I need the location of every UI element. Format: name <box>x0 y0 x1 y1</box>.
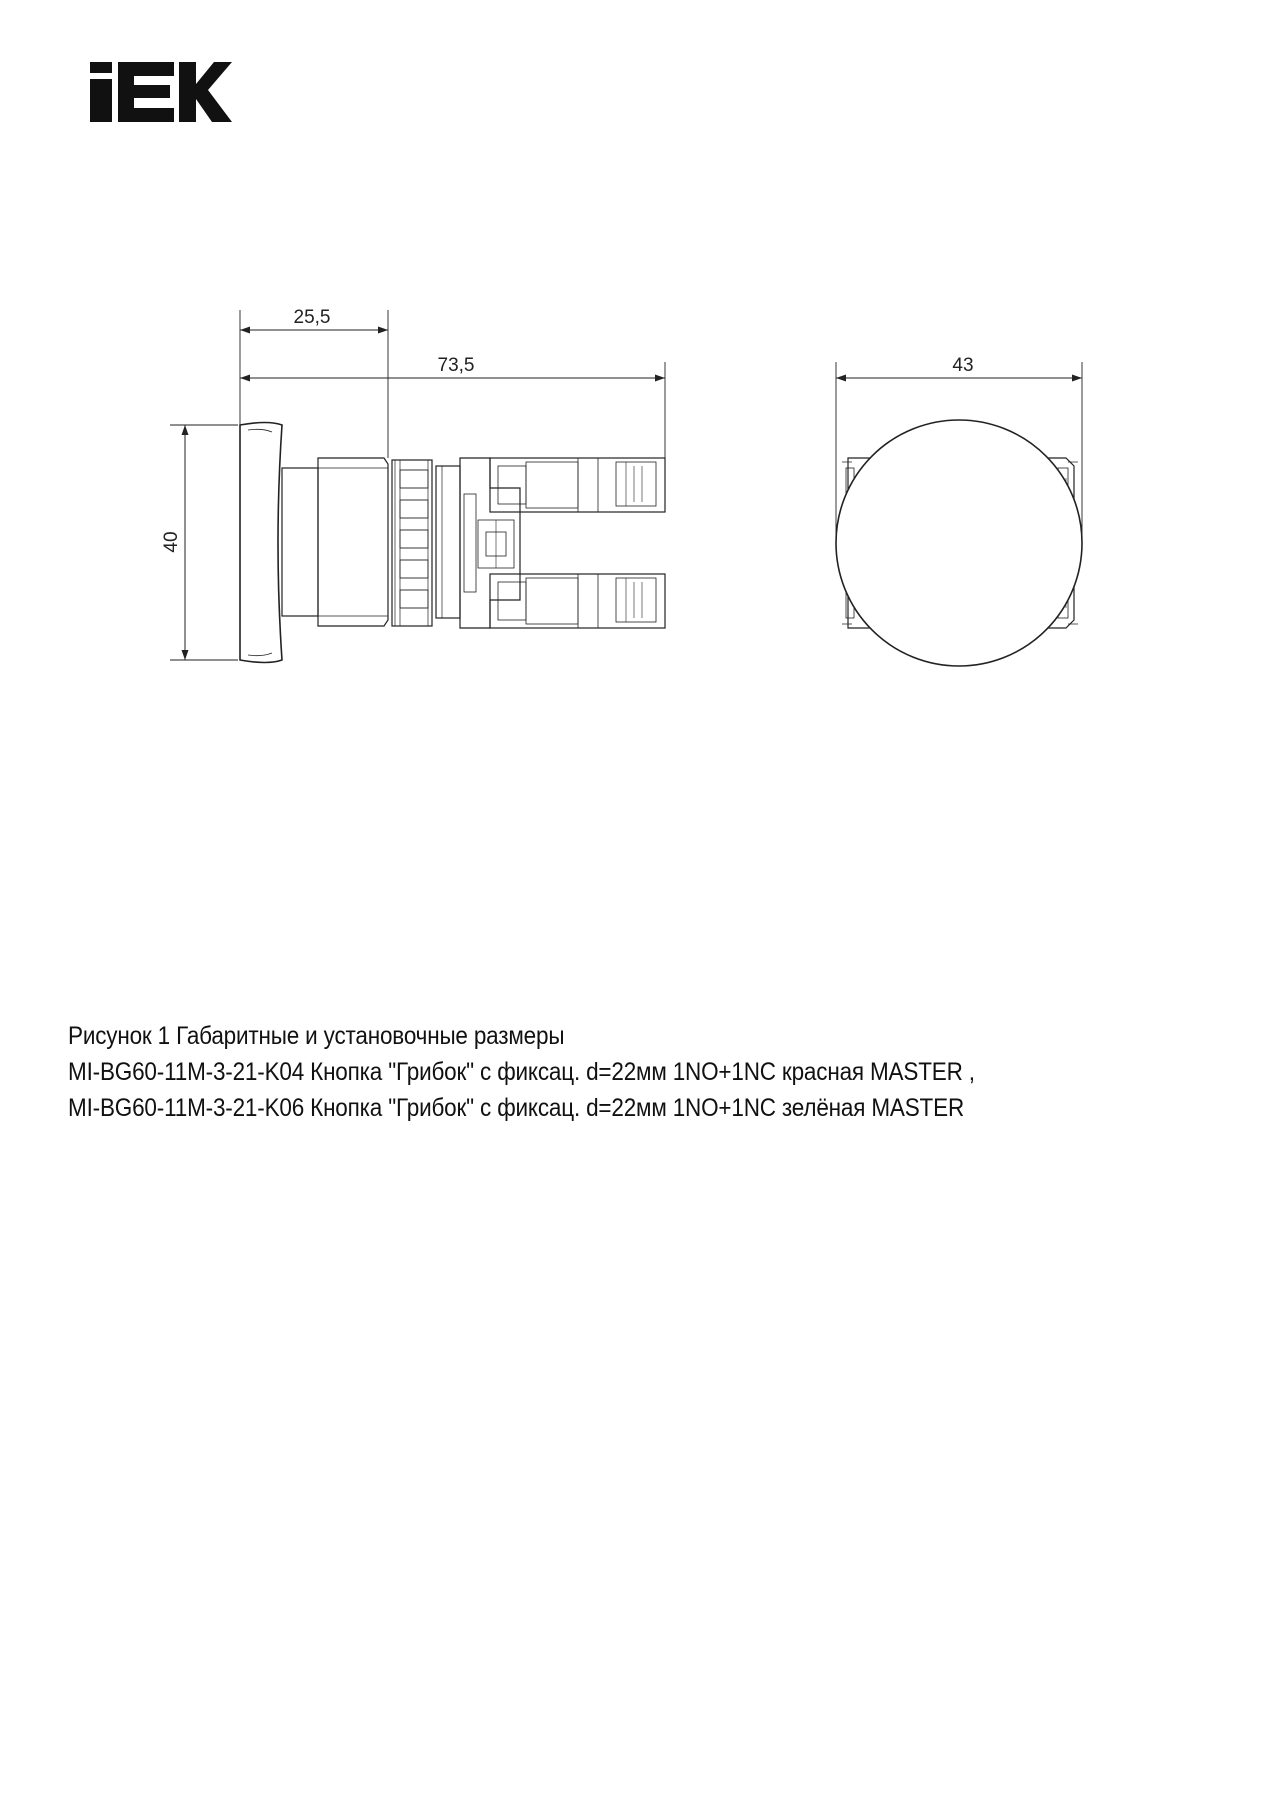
front-view <box>836 420 1082 666</box>
dimension-drawing <box>0 0 1280 720</box>
caption-title: Рисунок 1 Габаритные и установочные размеры <box>68 1022 565 1050</box>
dim-label-head-depth: 25,5 <box>293 307 331 328</box>
dim-label-total-length: 73,5 <box>437 355 475 376</box>
dim-label-head-diameter: 43 <box>952 355 974 376</box>
side-view <box>240 423 665 663</box>
figure-caption <box>68 1018 1103 1126</box>
caption-product-red: MI-BG60-11M-3-21-K04 Кнопка "Грибок" с фиксац. d=22мм 1NO+1NC красная MASTER , <box>68 1058 975 1086</box>
caption-product-green: MI-BG60-11M-3-21-K06 Кнопка "Грибок" с фиксац. d=22мм 1NO+1NC зелёная MASTER <box>68 1094 965 1122</box>
dim-label-height: 40 <box>161 531 182 553</box>
